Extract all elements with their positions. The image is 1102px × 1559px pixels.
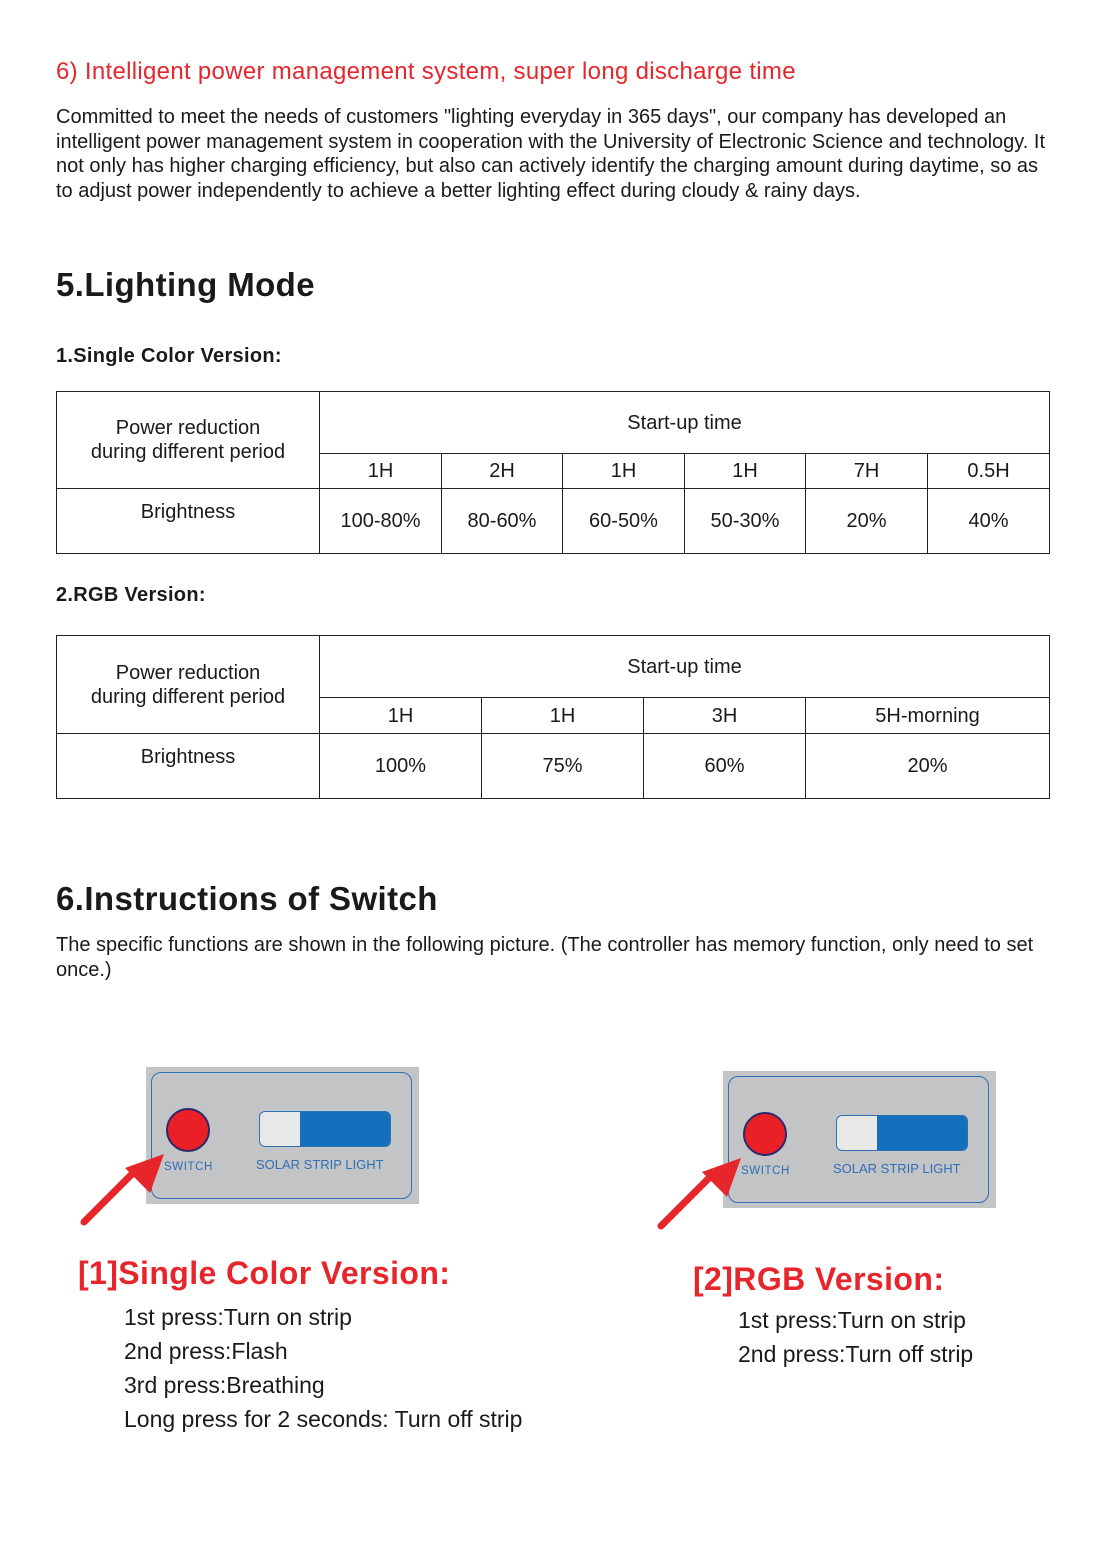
single-brightness-label: Brightness: [57, 489, 320, 554]
single-color-subtitle: 1.Single Color Version:: [56, 345, 282, 367]
single-period-cell: 1H: [320, 454, 442, 489]
rgb-period-cell: 1H: [320, 698, 482, 734]
single-brightness-cell: 60-50%: [563, 489, 685, 554]
controller-panel-single: [146, 1067, 419, 1204]
single-color-steps: [124, 1300, 522, 1436]
pointer-arrow-icon: [655, 1154, 755, 1234]
single-period-cell: 2H: [442, 454, 563, 489]
switch-button[interactable]: [166, 1108, 210, 1152]
power-section-title: 6) Intelligent power management system, super long discharge time: [56, 58, 796, 85]
switch-button[interactable]: [743, 1112, 787, 1156]
step-item: 1st press:Turn on strip: [738, 1307, 966, 1333]
rgb-period-cell: 5H-morning: [806, 698, 1050, 734]
toggle-indicator: [836, 1115, 968, 1151]
product-label: SOLAR STRIP LIGHT: [256, 1157, 384, 1172]
single-startup-label: Start-up time: [320, 392, 1050, 454]
rgb-steps: [738, 1303, 973, 1371]
step-item: 2nd press:Flash: [124, 1338, 288, 1364]
rgb-period-cell: 3H: [644, 698, 806, 734]
lighting-mode-title: 5.Lighting Mode: [56, 266, 315, 303]
single-brightness-cell: 40%: [928, 489, 1050, 554]
step-item: 3rd press:Breathing: [124, 1372, 325, 1398]
step-item: 2nd press:Turn off strip: [738, 1341, 974, 1367]
single-period-cell: 1H: [685, 454, 806, 489]
rgb-brightness-cell: 60%: [644, 734, 806, 799]
controller-panel-rgb: [723, 1071, 996, 1208]
product-label: SOLAR STRIP LIGHT: [833, 1161, 961, 1176]
step-item: 1st press:Turn on strip: [124, 1304, 352, 1330]
switch-label: SWITCH: [741, 1165, 790, 1177]
single-header-label: Power reduction during different period: [57, 392, 320, 489]
rgb-brightness-label: Brightness: [57, 734, 320, 799]
rgb-header-label: Power reduction during different period: [57, 636, 320, 734]
rgb-brightness-cell: 75%: [482, 734, 644, 799]
rgb-subtitle: 2.RGB Version:: [56, 584, 206, 606]
pointer-arrow-icon: [78, 1150, 178, 1230]
single-period-cell: 1H: [563, 454, 685, 489]
single-period-cell: 0.5H: [928, 454, 1050, 489]
power-section-body: Committed to meet the needs of customers "lighting everyday in 365 days", our company has developed an intelligent power management system in cooperation with the University of Electronic Science and technology. It not only has higher charging efficiency, but also can actively identify the charging amount during daytime, so as to adjust power independently to achieve a better lighting effect during cloudy & rainy days.: [56, 106, 1046, 202]
single-period-cell: 7H: [806, 454, 928, 489]
single-color-table: [56, 391, 1050, 554]
rgb-table: [56, 635, 1050, 799]
rgb-instructions-heading: [2]RGB Version:: [693, 1261, 945, 1297]
step-item: Long press for 2 seconds: Turn off strip: [124, 1406, 523, 1432]
switch-section-title: 6.Instructions of Switch: [56, 880, 438, 917]
single-brightness-cell: 80-60%: [442, 489, 563, 554]
single-brightness-cell: 50-30%: [685, 489, 806, 554]
switch-label: SWITCH: [164, 1161, 213, 1173]
switch-section-intro: The specific functions are shown in the following picture. (The controller has memory function, only need to set once.): [56, 934, 1034, 981]
toggle-indicator: [259, 1111, 391, 1147]
single-brightness-cell: 100-80%: [320, 489, 442, 554]
single-brightness-cell: 20%: [806, 489, 928, 554]
rgb-brightness-cell: 20%: [806, 734, 1050, 799]
rgb-brightness-cell: 100%: [320, 734, 482, 799]
single-color-instructions-heading: [1]Single Color Version:: [78, 1255, 451, 1291]
rgb-startup-label: Start-up time: [320, 636, 1050, 698]
rgb-period-cell: 1H: [482, 698, 644, 734]
